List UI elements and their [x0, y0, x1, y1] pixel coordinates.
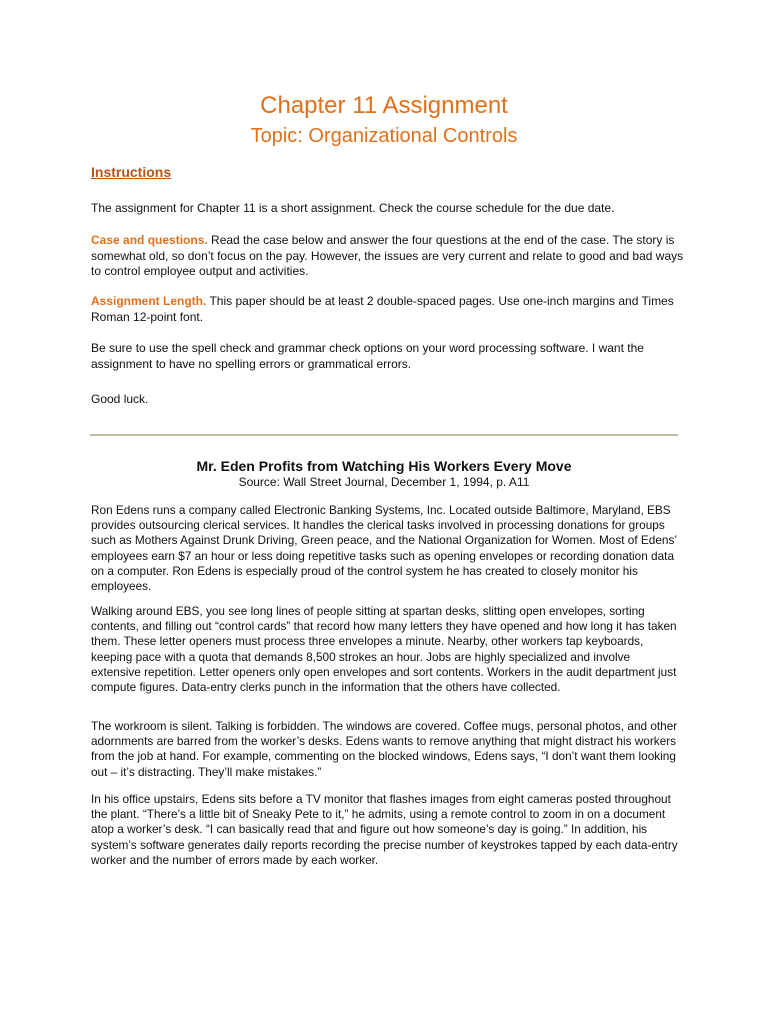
spellcheck-paragraph: Be sure to use the spell check and grammar check options on your word processing software. I want the assignment to have no spelling errors or grammatical errors.	[91, 341, 644, 371]
assignment-length-paragraph	[91, 294, 691, 325]
article-paragraph: Walking around EBS, you see long lines of people sitting at spartan desks, slitting open envelopes, sorting contents, and filling out “control cards” that record how many letters they have opened and how long it has taken them. These letter openers must process three envelopes a minute. Nearby, other workers tap keyboards, keeping pace with a quota that demands 8,500 strokes an hour. Jobs are highly specialized and involve extensive repetition. Letter openers only open envelopes and sort contents. Workers in the audit department just compute figures. Data-entry clerks punch in the information that the others have collected.	[91, 604, 677, 695]
case-label: Case and questions.	[91, 233, 208, 247]
page-title: Chapter 11 Assignment	[260, 92, 508, 119]
instructions-intro: The assignment for Chapter 11 is a short assignment. Check the course schedule for the due date.	[91, 201, 615, 215]
instructions-heading: Instructions	[91, 164, 172, 180]
length-label: Assignment Length.	[91, 294, 207, 308]
case-text: Read the case below and answer the four questions at the end of the case. The story is somewhat old, so don’t focus on the pay. However, the issues are very current and relate to good and bad ways to control employee output and activities.	[91, 233, 684, 278]
article-paragraph: In his office upstairs, Edens sits before a TV monitor that flashes images from eight cameras posted throughout the plant. “There’s a little bit of Sneaky Pete to it,” he admits, using a remote control to zoom in on a document atop a worker’s desk. “I can basically read that and figure out how someone’s day is going.” In addition, his system’s software generates daily reports recording the precise number of keystrokes tapped by each data-entry worker and the number of errors made by each worker.	[91, 792, 678, 867]
case-and-questions-paragraph	[91, 233, 691, 280]
length-text: This paper should be at least 2 double-spaced pages. Use one-inch margins and Times Roman 12-point font.	[91, 294, 674, 324]
article-paragraph: Ron Edens runs a company called Electronic Banking Systems, Inc. Located outside Baltimore, Maryland, EBS provides outsourcing clerical services. It handles the clerical tasks involved in processing donations for groups such as Mothers Against Drunk Driving, Green peace, and the National Organization for Women. Most of Edens’ employees earn $7 an hour or less doing repetitive tasks such as opening envelopes or recording donation data on a computer. Ron Edens is especially proud of the control system he has created to closely monitor his employees.	[91, 503, 677, 594]
section-divider	[90, 434, 678, 436]
article-source: Source: Wall Street Journal, December 1, 1994, p. A11	[238, 475, 530, 489]
article-paragraph: The workroom is silent. Talking is forbidden. The windows are covered. Coffee mugs, personal photos, and other adornments are barred from the worker’s desks. Edens wants to remove anything that might distract his workers from the job at hand. For example, commenting on the blocked windows, Edens says, “I don’t want them looking out – it’s distracting. They’ll make mistakes.”	[91, 719, 678, 779]
closing-line: Good luck.	[91, 392, 149, 406]
page-subtitle: Topic: Organizational Controls	[250, 125, 518, 147]
article-title: Mr. Eden Profits from Watching His Workers Every Move	[196, 458, 572, 474]
